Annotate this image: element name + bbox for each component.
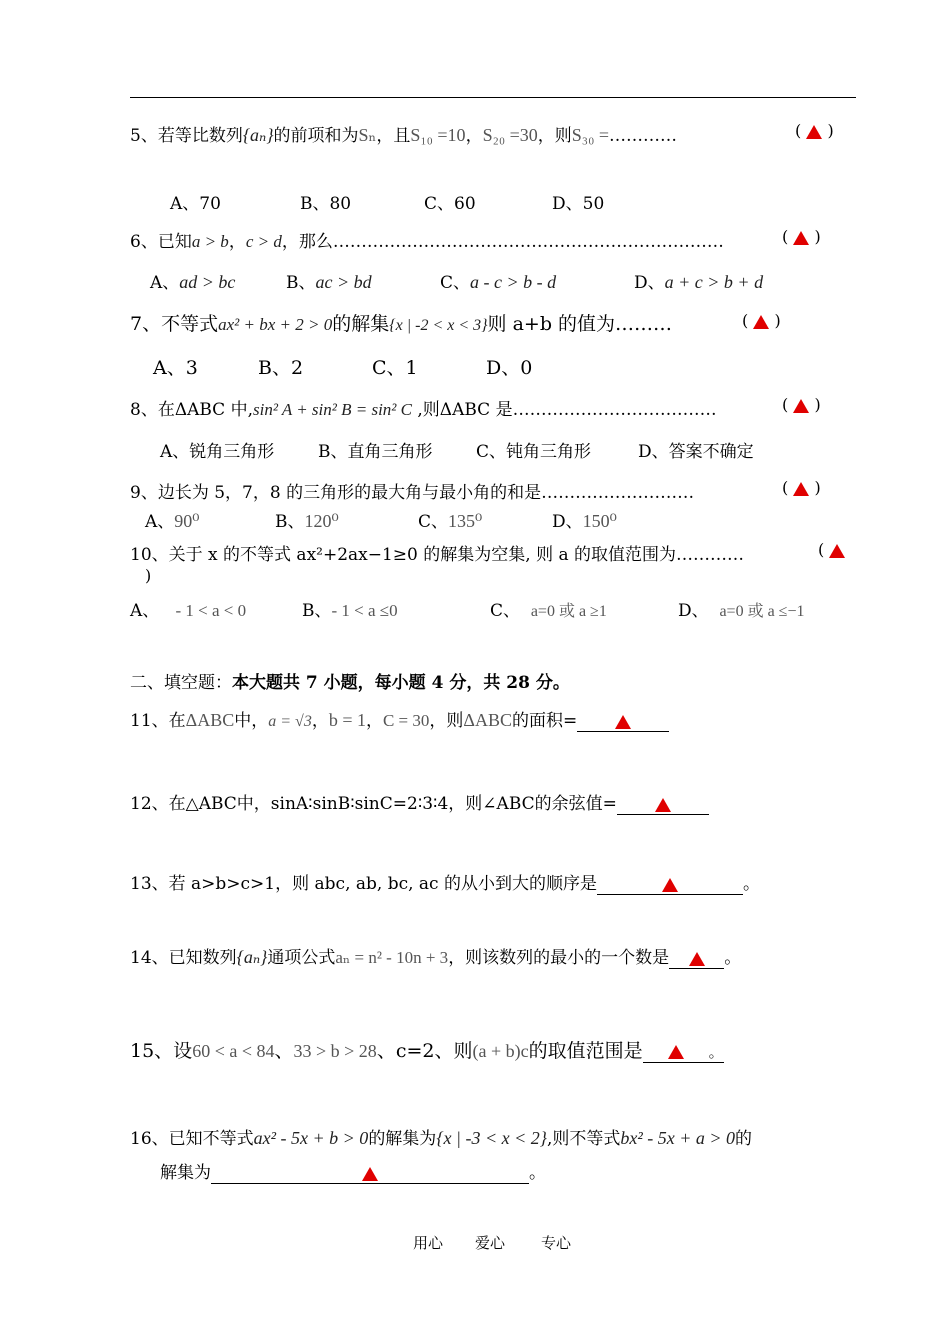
header-rule	[130, 97, 856, 98]
question-14: 14、已知数列{aₙ}通项公式aₙ = n² - 10n + 3，则该数列的最小的一个数是 。	[130, 947, 742, 968]
q9-option-d: D、150⁰	[552, 511, 617, 532]
answer-marker-icon	[793, 231, 809, 245]
question-13: 13、若 a>b>c>1，则 abc, ab, bc, ac 的从小到大的顺序是 。	[130, 874, 760, 894]
answer-marker-icon	[362, 1167, 378, 1181]
answer-marker-icon	[829, 544, 845, 558]
q8-option-b: B、直角三角形	[318, 442, 433, 462]
q6-option-d: D、a + c > b + d	[634, 272, 764, 293]
q9-option-b: B、120⁰	[275, 511, 339, 532]
answer-blank-14[interactable]	[669, 948, 724, 969]
q6-option-c: C、a - c > b - d	[440, 272, 557, 293]
answer-paren-10-close: )	[145, 566, 152, 585]
answer-marker-icon	[793, 482, 809, 496]
q5-option-b: B、80	[300, 194, 352, 214]
q10-option-d: D、 a=0 或 a ≤−1	[678, 601, 805, 621]
answer-blank-15[interactable]	[643, 1040, 709, 1063]
answer-marker-icon	[655, 798, 671, 812]
answer-marker-icon	[662, 878, 678, 892]
q5-option-c: C、60	[424, 194, 476, 214]
answer-blank-12[interactable]	[617, 794, 709, 815]
question-11: 11、在ΔABC中，a = √3，b = 1，C = 30，则ΔABC的面积=	[130, 706, 669, 732]
footer-item-3: 专心	[541, 1234, 572, 1252]
q10-option-b: B、- 1 < a ≤0	[302, 601, 398, 621]
answer-paren-5: ( )	[795, 121, 834, 140]
q9-option-c: C、135⁰	[418, 511, 483, 532]
answer-marker-icon	[793, 399, 809, 413]
answer-marker-icon	[806, 125, 822, 139]
q10-option-c: C、 a=0 或 a ≥1	[490, 601, 607, 621]
answer-marker-icon	[615, 715, 631, 729]
q7-option-c: C、1	[372, 357, 418, 379]
answer-paren-6: ( )	[782, 227, 821, 246]
q8-option-c: C、钝角三角形	[476, 442, 592, 462]
q10-option-a: A、 - 1 < a < 0	[130, 601, 247, 621]
question-7: 7、不等式ax² + bx + 2 > 0的解集{x | -2 < x < 3}则 a+b 的值为………	[130, 313, 673, 335]
question-10: 10、关于 x 的不等式 ax²+2ax−1≥0 的解集为空集, 则 a 的取值范围为…………	[130, 545, 745, 565]
q9-option-a: A、90⁰	[145, 511, 200, 532]
footer-item-1: 用心	[413, 1234, 444, 1252]
q8-option-d: D、答案不确定	[638, 442, 754, 462]
answer-blank-13[interactable]	[597, 874, 743, 895]
answer-blank-11[interactable]	[577, 711, 669, 732]
q7-option-b: B、2	[258, 357, 304, 379]
question-12: 12、在△ABC中，sinA∶sinB∶sinC=2∶3∶4，则∠ABC的余弦值=	[130, 789, 709, 815]
question-6: 6、已知a > b，c > d，那么……………………………………………………………	[130, 232, 724, 252]
answer-marker-icon	[668, 1045, 684, 1059]
answer-paren-9: ( )	[782, 478, 821, 497]
question-16: 16、已知不等式ax² - 5x + b > 0的解集为{x | -3 < x < 2},则不等式bx² - 5x + a > 0的	[130, 1128, 753, 1149]
q7-option-d: D、0	[486, 357, 533, 379]
q5-option-d: D、50	[552, 194, 605, 214]
q8-option-a: A、锐角三角形	[160, 442, 275, 462]
q6-option-a: A、ad > bc	[150, 272, 236, 293]
answer-blank-16[interactable]	[211, 1163, 529, 1184]
q6-option-b: B、ac > bd	[286, 272, 372, 293]
q5-option-a: A、70	[170, 194, 221, 214]
question-15: 15、设60 < a < 84、33 > b > 28、c=2、则(a + b)c的取值范围是 。	[130, 1040, 724, 1062]
question-5: 5、若等比数列{aₙ}的前项和为Sₙ，且S₁₀ =10，S₂₀ =30，则S₃₀ =…………	[130, 125, 677, 146]
q7-option-a: A、3	[153, 357, 198, 379]
answer-marker-icon	[753, 315, 769, 329]
question-16-line-2: 解集为 。	[160, 1163, 546, 1183]
question-9: 9、边长为 5，7，8 的三角形的最大角与最小角的和是………………………	[130, 483, 695, 503]
answer-paren-7: ( )	[742, 311, 781, 330]
answer-paren-8: ( )	[782, 395, 821, 414]
section-2-heading: 二、填空题：本大题共 7 小题，每小题 4 分，共 28 分。	[130, 673, 570, 693]
footer-item-2: 爱心	[475, 1234, 506, 1252]
question-8: 8、在ΔABC 中,sin² A + sin² B = sin² C ,则ΔABC 是………………………………	[130, 400, 717, 420]
answer-paren-10: (	[818, 540, 845, 559]
answer-marker-icon	[689, 952, 705, 966]
